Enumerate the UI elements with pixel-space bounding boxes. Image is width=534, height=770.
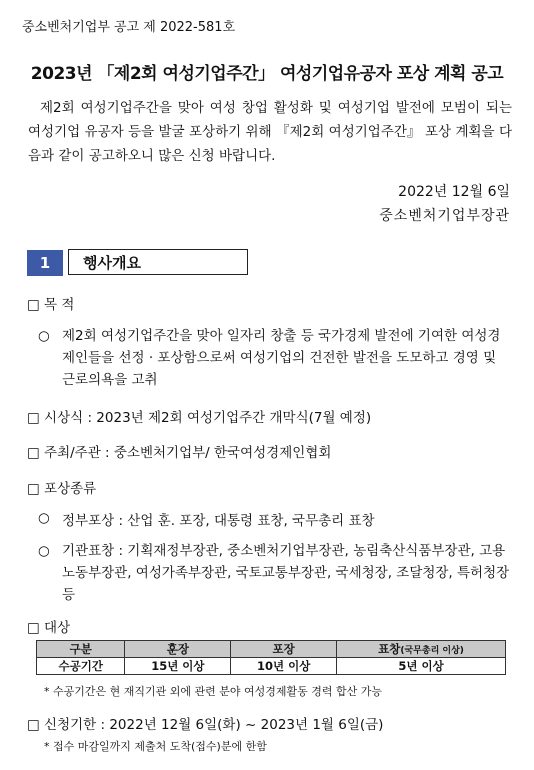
agency-award-text: 기관표창 : 기획재정부장관, 중소벤처기업부장관, 농림축산식품부장관, 고용노동부장관, 여성가족부장관, 국토교통부장관, 국세청장, 조달청장, 특허청장 등 xyxy=(62,543,510,603)
section-number-badge: 1 xyxy=(27,250,63,276)
table-header-row xyxy=(37,641,506,658)
intro-paragraph: 제2회 여성기업주간을 맞아 여성 창업 활성화 및 여성기업 발전에 모범이 되는 여성기업 유공자 등을 발굴 포상하기 위해 『제2회 여성기업주간』 포상 계획을 다음과 같이 공고하오니 많은 신청 바랍니다. xyxy=(28,100,512,164)
purpose-text: 제2회 여성기업주간을 맞아 일자리 창출 등 국가경제 발전에 기여한 여성경제인들을 선정 · 포상함으로써 여성기업의 건전한 발전을 도모하고 경영 및 근로의욕을 고취 xyxy=(62,328,501,388)
gov-award-line: 정부포상 : 산업 훈. 포장, 대통령 표창, 국무총리 표창 xyxy=(62,513,375,529)
ceremony-line: □ 시상식 : 2023년 제2회 여성기업주간 개막식(7월 예정) xyxy=(27,410,372,426)
bullet-icon: ○ xyxy=(38,510,50,526)
section-title: 행사개요 xyxy=(68,249,248,275)
purpose-label: □ 목 적 xyxy=(27,297,75,313)
bullet-icon: ○ xyxy=(38,328,50,344)
bullet-icon: ○ xyxy=(38,543,50,559)
eligibility-table xyxy=(36,640,506,675)
host-line: □ 주최/주관 : 중소벤처기업부/ 한국여성경제인협회 xyxy=(27,445,332,461)
table-header-cell: 구분 xyxy=(37,641,125,658)
table-header-label: 표창 xyxy=(378,642,401,656)
notice-number: 중소벤처기업부 공고 제 2022-581호 xyxy=(22,20,236,35)
table-header-cell: 포장 xyxy=(231,641,337,658)
table-header-suffix: (국무총리 이상) xyxy=(400,646,464,656)
issuer: 중소벤처기업부장관 xyxy=(379,208,510,224)
table-row xyxy=(37,658,506,675)
deadline-line: □ 신청기한 : 2022년 12월 6일(화) ~ 2023년 1월 6일(금) xyxy=(27,717,384,733)
notice-date: 2022년 12월 6일 xyxy=(398,184,510,200)
target-label: □ 대상 xyxy=(27,620,71,636)
table-header-cell xyxy=(337,641,506,658)
target-note: * 수공기간은 현 재직기관 외에 관련 분야 여성경제활동 경력 합산 가능 xyxy=(44,685,382,698)
award-types-label: □ 포상종류 xyxy=(27,481,97,497)
table-cell: 10년 이상 xyxy=(231,658,337,675)
table-cell: 5년 이상 xyxy=(337,658,506,675)
table-header-cell: 훈장 xyxy=(125,641,231,658)
table-cell: 15년 이상 xyxy=(125,658,231,675)
page-title: 2023년 「제2회 여성기업주간」 여성기업유공자 포상 계획 공고 xyxy=(30,64,504,84)
deadline-note: * 접수 마감일까지 제출처 도착(접수)분에 한함 xyxy=(44,740,267,753)
table-cell: 수공기간 xyxy=(37,658,125,675)
